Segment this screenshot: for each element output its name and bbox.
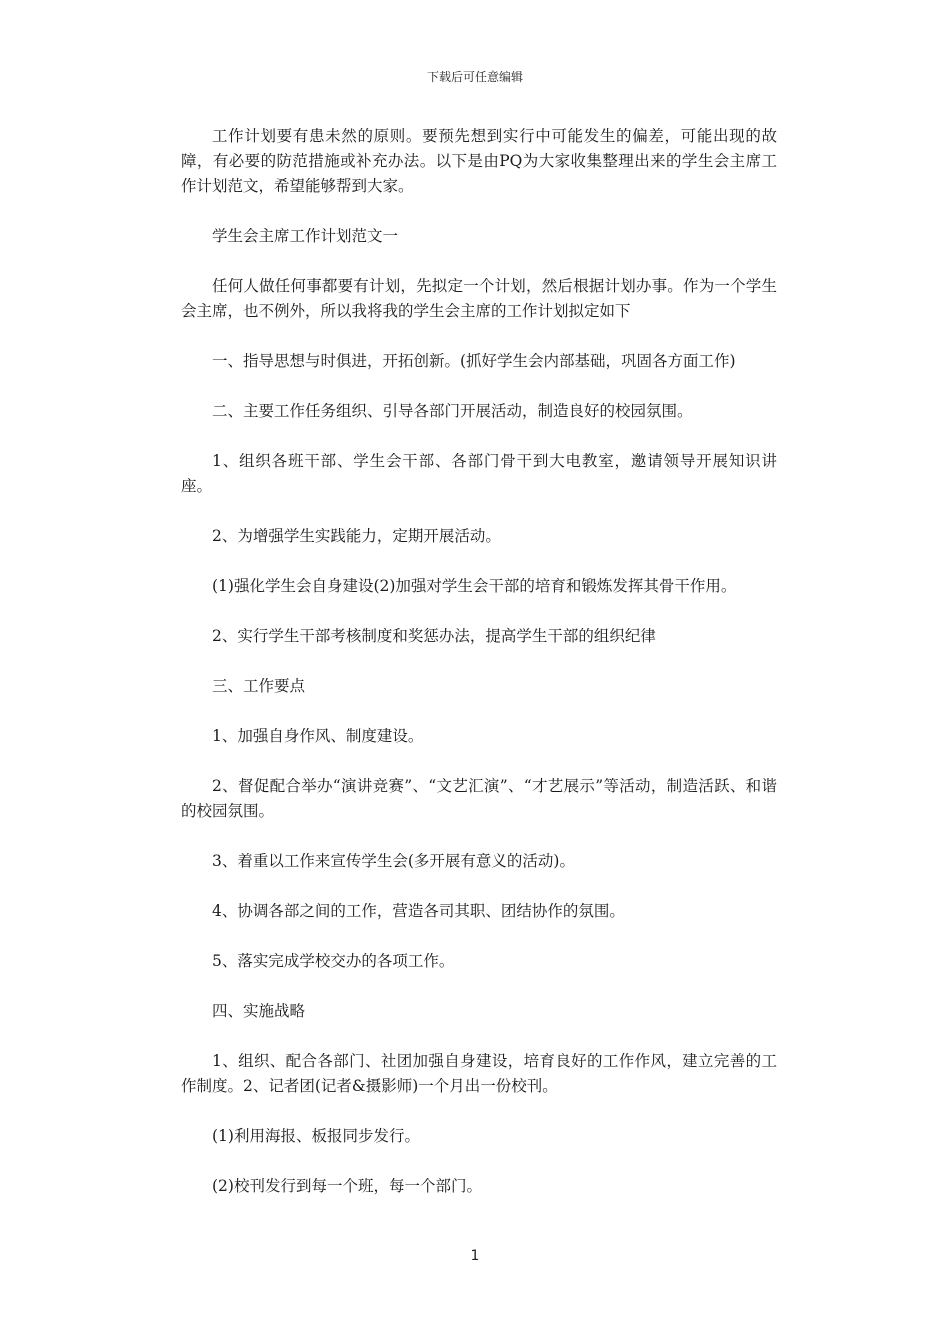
list-item: 2、实行学生干部考核制度和奖惩办法，提高学生干部的组织纪律 xyxy=(212,627,656,645)
page-number: 1 xyxy=(470,1248,480,1264)
list-item: 1、加强自身作风、制度建设。 xyxy=(212,727,424,745)
paragraph: 任何人做任何事都要有计划，先拟定一个计划，然后根据计划办事。作为一个学生会主席，也不例外，所以我将我的学生会主席的工作计划拟定如下 xyxy=(181,277,777,320)
heading-main-tasks: 二、主要工作任务组织、引导各部门开展活动，制造良好的校园氛围。 xyxy=(212,402,693,420)
intro-paragraph: 工作计划要有患未然的原则。要预先想到实行中可能发生的偏差，可能出现的故障，有必要的防范措施或补充办法。以下是由PQ为大家收集整理出来的学生会主席工作计划范文，希望能够帮到大家。 xyxy=(181,127,777,195)
heading-strategy: 四、实施战略 xyxy=(212,1002,306,1020)
list-item: (2)校刊发行到每一个班，每一个部门。 xyxy=(212,1177,482,1195)
heading-work-points: 三、工作要点 xyxy=(212,677,306,695)
document-body xyxy=(181,124,777,1224)
list-item: (1)利用海报、板报同步发行。 xyxy=(212,1127,420,1145)
list-item: (1)强化学生会自身建设(2)加强对学生会干部的培育和锻炼发挥其骨干作用。 xyxy=(212,577,737,595)
list-item: 2、督促配合举办“演讲竞赛”、“文艺汇演”、“才艺展示”等活动，制造活跃、和谐的校园氛围。 xyxy=(181,777,777,820)
heading-guiding-thought: 一、指导思想与时俱进，开拓创新。(抓好学生会内部基础，巩固各方面工作) xyxy=(212,352,736,370)
list-item: 2、为增强学生实践能力，定期开展活动。 xyxy=(212,527,501,545)
list-item: 4、协调各部之间的工作，营造各司其职、团结协作的氛围。 xyxy=(212,902,625,920)
list-item: 3、着重以工作来宣传学生会(多开展有意义的活动)。 xyxy=(212,852,575,870)
list-item: 1、组织、配合各部门、社团加强自身建设，培育良好的工作作风，建立完善的工作制度。2、记者团(记者&摄影师)一个月出一份校刊。 xyxy=(181,1052,777,1095)
header-note: 下载后可任意编辑 xyxy=(426,70,523,84)
section-title: 学生会主席工作计划范文一 xyxy=(212,227,399,245)
list-item: 5、落实完成学校交办的各项工作。 xyxy=(212,952,455,970)
list-item: 1、组织各班干部、学生会干部、各部门骨干到大电教室，邀请领导开展知识讲座。 xyxy=(181,452,777,495)
